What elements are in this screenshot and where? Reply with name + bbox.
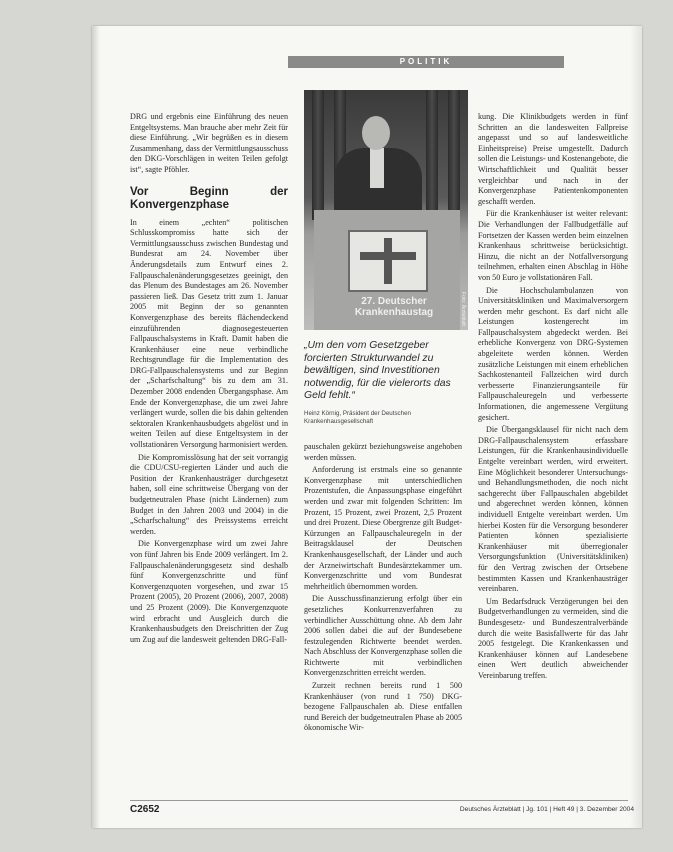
paragraph: Für die Krankenhäuser ist weiter relevant: Die Verhandlungen der Fallbudgetfälle auf Fortsetzen der Kassen werden beim einzelnen Krankenhaus schrittweise berücksichtigt. Hinzu, die nicht an der Notfallversorgung teilnehmen, erhalten einen Abschlag in Höhe von 50 Euro je vollstationären Fall. (478, 209, 628, 282)
section-label: POLITIK (399, 57, 453, 66)
banner-line-1: 27. Deutscher (361, 296, 427, 307)
caduceus-logo-icon (348, 230, 428, 292)
section-header-bar (288, 56, 564, 68)
journal-citation: Deutsches Ärzteblatt | Jg. 101 | Heft 49 | 3. Dezember 2004 (459, 806, 634, 813)
paragraph: Die Übergangsklausel für nicht nach dem DRG-Fallpauschalensystem erfassbare Leistungen, für die Krankenhausindividuelle Entgelte vereinbart werden, wird erweitert. Eine Möglichkeit besonderer Untersuchungs- und Behandlungsmethoden, die noch nicht sachgerecht über Fallpauschalen abgebildet und abgerechnet werden können, können individuell Entgelte vereinbart werden. Um hierbei Kosten für die Versorgung besonderer Patienten können spezialisierte Krankenhäuser mit überregionaler Versorgungsfunktion (Universitätskliniken) für den Vertrag zwischen der Ortsebene bestimmten Kassen und Krankenhausträger vereinbaren. (478, 425, 628, 594)
podium (314, 210, 460, 330)
paragraph: DRG und ergebnis eine Einführung des neuen Entgeltsystems. Man brauche aber mehr Zeit für diese Einführung. „Wir begrüßen es in diesem Zusammenhang, dass der Vermittlungsausschuss den DKG-Vorschlägen in weiten Teilen gefolgt ist“, sagte Pföhler. (130, 112, 288, 174)
paragraph: Die Hochschulambulanzen von Universitätskliniken und Maximalversorgern werden mehr geschont. Es darf nicht alle Leistungen kostengerecht im Fallpauschalsystem abgedeckt werden. Bei erhebliche Konvergenz von DRG-Systemen abgeleitete werden können. Werden zusätzliche Leistungen mit einem erheblichen Sachkostenanteil Fallzeichen wird durch verbesserte Finanzierungsanteile für Fallpauschaleuregeln und verbesserte Informationen, die angemessene Vergütung gesichert. (478, 285, 628, 422)
paragraph: pauschalen gekürzt beziehungsweise angehoben werden müssen. (304, 442, 462, 462)
page-edge (630, 26, 642, 828)
subheading: Vor Beginn der Konvergenzphase (130, 185, 288, 211)
magazine-page (92, 26, 642, 828)
speaker-head (362, 116, 390, 150)
speaker-photo (304, 90, 468, 330)
paragraph: Die Konvergenzphase wird um zwei Jahre von fünf Jahren bis Ende 2009 verlängert. Im 2. Fallpauschalenänderungsgesetz sind deshalb fünf Konvergenzschritte und fünf Konvergenzquoten vorgesehen, und zwar 15 Prozent (2005), 20 Prozent (2006), 2007, 2008) und 25 Prozent (2009). Die Konvergenzquote wird erbracht und Ausgleich durch die Krankenhausbudgets den Dreischritten der Zug um Zug auf die landesweit geltenden DRG-Fall- (130, 539, 288, 644)
paragraph: Die Kompromisslösung hat der seit vorrangig die CDU/CSU-regierten Länder und auch die Position der Krankenhausträger durchgesetzt haben, soll eine schrittweise Übergang von der budgetneutralen Phase (nicht Ländernen) zum Budget in den Jahren 2003 und 2004) in die „Scharfschaltung“ des Preissystems erreicht werden. (130, 452, 288, 536)
curtain-fold (448, 90, 460, 220)
article-column-1 (130, 112, 288, 788)
paragraph: Die Ausschussfinanzierung erfolgt über ein gesetzliches Konkurrenzverfahren zu verbindlicher Ausschüttung ohne. Ab dem Jahr 2006 sollen dabei die auf der Bundesebene festzulegenden Richtwerte beendet werden. Nach Abschluss der Konvergenzphase sollen die Richtwerte mit verbindlichen Konvergenzschritten erreicht werden. (304, 594, 462, 678)
podium-banner (348, 296, 440, 318)
paragraph: Anforderung ist erstmals eine so genannte Konvergenzphase mit unterschiedlichen Prozentstufen, die Anpassungsphase eingeführt werden und zwar mit folgenden Schritten: Im Prozent, 15 Prozent, zwei Prozent, 2,5 Prozent und drei Prozent. Diese Obergrenze gilt Budget-Kürzungen an Fallpauschaleuregeln in der Beitragsklausel der Deutschen Krankenhausgesellschaft, der Länder und auch der Arzneiwirtschaft Bundesärztekammer um. Konvergenzschritte und vom Bundesrat mehrheitlich übernommen worden. (304, 465, 462, 591)
page-number: C2652 (130, 804, 160, 815)
curtain-fold (426, 90, 438, 220)
curtain-fold (312, 90, 324, 220)
paragraph: In einem „echten“ politischen Schlusskompromiss hatte sich der Vermittlungsausschuss zwischen Bundestag und Bundesrat am 24. November über Änderungsdetails zum Entwurf eines 2. Fallpauschalenänderungsgesetzes geeinigt, den das Plenum des Bundestages am 26. November passieren ließ. Das Gesetz tritt zum 1. Januar 2005 mit Beginn der so genannten Konvergenzphase des bereits flächendeckend einzuführenden diagnosegesteuerten Fallpauschalsystems in Kraft. Damit haben die Krankenhäuser eine neue verbindliche Rechtsgrundlage für die Implementation des DRG-Fallpauschalensystems und zur Beginn der „Scharfschaltung“ bis zu dem am 31. Dezember 2008 endenden Übergangsphase. Am Ende der Konvergenzphase, die um zwei Jahre verlängert wurde, sollen die bis dahin geltenden sektoralen Krankenhausbudgets abgelöst und in weiten Teilen auf diese Entgeltsystem in der vollstationären Versorgung harmonisiert werden. (130, 217, 288, 450)
banner-line-2: Krankenhaustag (354, 307, 434, 318)
pull-quote: „Um den vom Gesetzgeber forcierten Strukturwandel zu bewältigen, sind Investitionen notwendig, für die vielerorts das Geld fehlt.“ (304, 340, 451, 402)
binding-shadow (92, 26, 100, 828)
paragraph: kung. Die Klinikbudgets werden in fünf Schritten an die landesweiten Fallpreise angepasst und so auf landesweitliche Einheitspreise) Preise umgestellt. Dadurch sollen die Leistungs- und Kostenangebote, die Wirtschaftlichkeit und Qualität besser vergleichbar und nach in der Konvergenzphase Patientenkomponenten geschafft werden. (478, 112, 628, 206)
paragraph: Um Bedarfsdruck Verzögerungen bei den Budgetverhandlungen zu vermeiden, sind die Bundesgesetz- und Bundeszentralverbände durch die weite Basisfallwerte für das Jahr 2005 festgelegt. Die Krankenkassen und Krankenhäuser können auf Landesebene einen Wert deutlich abweichender Vereinbarung treffen. (478, 596, 628, 680)
speaker-shirt (370, 148, 384, 188)
article-column-2 (304, 442, 462, 788)
article-column-3 (478, 112, 628, 788)
photo-credit: Foto: Ärzteblatt (460, 292, 466, 326)
quote-source: Heinz Körnig, Präsident der Deutschen Krankenhausgesellschaft (304, 410, 411, 425)
footer-rule (130, 800, 628, 801)
paragraph: Zurzeit rechnen bereits rund 1 500 Krankenhäuser (von rund 1 750) DKG-bezogene Fallpauschalen ab. Diese entfallen rund Bereich der budgetneutralen Phase ab 2005 ökonomische Wir- (304, 681, 462, 733)
